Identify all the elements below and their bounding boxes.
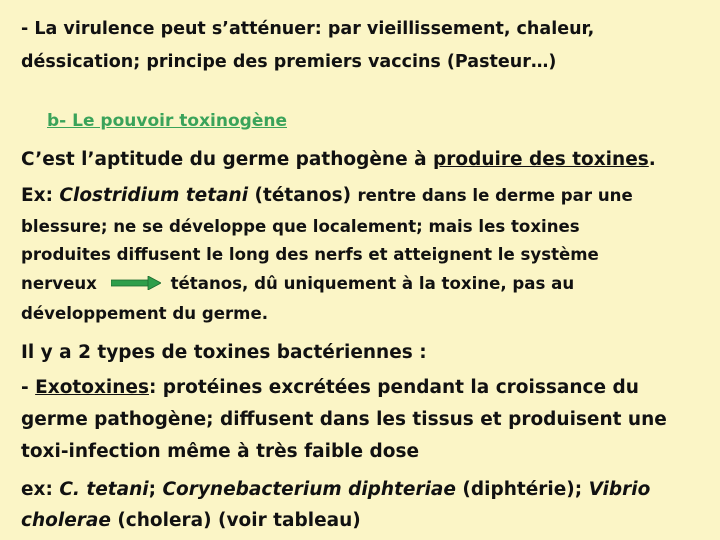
- text-tetanos-toxine: tétanos, dû uniquement à la toxine, pas au: [170, 274, 575, 293]
- text-exotoxines-definition: : protéines excrétées pendant la croissance du: [148, 377, 639, 398]
- text-line-ex-species: [21, 479, 650, 500]
- text-line-toxines-diffusent: [21, 245, 599, 264]
- text-diphterie: (diphtérie);: [455, 479, 589, 500]
- text-definition-end: .: [648, 149, 656, 170]
- text-separator: ;: [148, 479, 163, 500]
- text-tetanos: (tétanos): [248, 185, 358, 206]
- text-developpement: développement du germe.: [21, 304, 269, 323]
- text-species-vibrio: Vibrio: [588, 479, 651, 500]
- text-line-definition: [21, 149, 656, 170]
- text-line-example: [21, 185, 633, 206]
- text-definition-start: C’est l’aptitude du germe pathogène à: [21, 149, 434, 170]
- text-types: Il y a 2 types de toxines bactériennes :: [21, 342, 427, 363]
- text-line-virulence: [21, 19, 594, 39]
- text-nerveux: nerveux: [21, 274, 97, 293]
- text-line-dessication: [21, 52, 556, 72]
- text-line-nerveux: [21, 274, 574, 294]
- text-blessure: blessure; ne se développe que localement; mais les toxines: [21, 217, 580, 236]
- text-exotoxines: Exotoxines: [35, 377, 149, 398]
- text-line-cholerae: [21, 510, 361, 531]
- text-dessication: déssication; principe des premiers vaccins (Pasteur…): [21, 52, 557, 72]
- text-species-cholerae: cholerae: [21, 510, 111, 531]
- text-line-exotoxines: [21, 377, 639, 398]
- text-species-c-tetani: C. tetani: [59, 479, 149, 500]
- text-cholera-tableau: (cholera) (voir tableau): [110, 510, 361, 531]
- text-example-rest: rentre dans le derme par une: [357, 186, 633, 205]
- text-line-germe: [21, 409, 667, 430]
- text-toxines-diffusent: produites diffusent le long des nerfs et atteignent le système: [21, 245, 599, 264]
- text-line-types: [21, 342, 427, 363]
- text-species-clostridium: Clostridium tetani: [59, 185, 249, 206]
- text-example-prefix: Ex:: [21, 185, 60, 206]
- text-ex-prefix: ex:: [21, 479, 60, 500]
- text-virulence: - La virulence peut s’atténuer: par vieillissement, chaleur,: [21, 19, 595, 39]
- text-species-corynebacterium: Corynebacterium diphteriae: [162, 479, 456, 500]
- text-definition-underlined: produire des toxines: [433, 149, 649, 170]
- text-bullet: -: [21, 377, 36, 398]
- right-arrow-icon: [111, 275, 161, 294]
- text-line-blessure: [21, 217, 580, 236]
- text-germe: germe pathogène; diffusent dans les tissus et produisent une: [21, 409, 667, 430]
- right-arrow-svg: [111, 276, 161, 290]
- text-line-developpement: [21, 304, 268, 323]
- section-heading: b- Le pouvoir toxinogène: [47, 111, 287, 131]
- text-line-toxi-infection: [21, 441, 419, 462]
- text-toxi-infection: toxi-infection même à très faible dose: [21, 441, 420, 462]
